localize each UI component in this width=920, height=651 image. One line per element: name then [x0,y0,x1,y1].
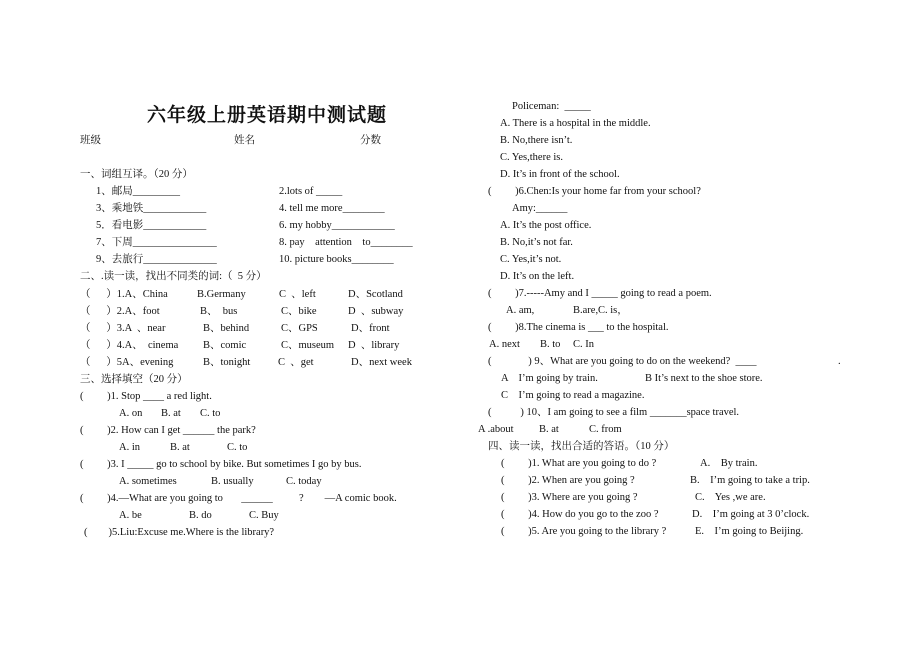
question-stem: （ ）4.A、 cinema [80,340,179,351]
vocab-item: 3、乘地铁____________ [96,203,207,214]
question-stem: ( )4. How do you go to the zoo ? [501,509,659,520]
option: A. on [119,408,143,419]
page-title: 六年级上册英语期中测试题 [147,105,388,126]
option: C. today [286,476,322,487]
option: C 、get [278,357,314,368]
dialogue-line: Amy:______ [512,203,568,214]
option: B. at [170,442,190,453]
option: D. It’s on the left. [500,271,575,282]
option: B、 bus [200,306,238,317]
vocab-item: 6. my hobby____________ [279,220,395,231]
option: C I’m going to read a magazine. [501,390,645,401]
option: C 、left [279,289,316,300]
question-stem: ( )5.Liu:Excuse me.Where is the library? [84,527,275,538]
option: C、museum [281,340,335,351]
option: A I’m going by train. [501,373,598,384]
vocab-item: 7、下周________________ [96,237,217,248]
option: A. sometimes [119,476,177,487]
section-heading: 二、.读一读，找出不同类的词:（ 5 分） [80,271,267,282]
option: B. at [161,408,181,419]
question-stem: ( )1. Stop ____ a red light. [80,391,212,402]
answer-option: C. Yes ,we are. [695,492,766,503]
section-heading: 四、读一读，找出合适的答语。（10 分） [488,441,675,452]
option: A. in [119,442,140,453]
option: D 、library [348,340,400,351]
option: C. Buy [249,510,279,521]
question-stem: ( )2. How can I get ______ the park? [80,425,256,436]
question-stem: （ ）2.A、foot [80,306,160,317]
vocab-item: 1、邮局_________ [96,186,180,197]
answer-option: D. I’m going at 3 0’clock. [692,509,810,520]
question-stem: ( )6.Chen:Is your home far from your school? [488,186,701,197]
option: B.Germany [197,289,246,300]
option: B. usually [211,476,254,487]
question-stem: ( )3. Where are you going ? [501,492,638,503]
question-stem: ( )7.-----Amy and I _____ going to read a poem. [488,288,712,299]
option: D 、subway [348,306,404,317]
option: C、GPS [281,323,318,334]
question-stem: ( )3. I _____ go to school by bike. But sometimes I go by bus. [80,459,362,470]
vocab-item: 10. picture books________ [279,254,394,265]
option: B、comic [203,340,247,351]
option: B It’s next to the shoe store. [645,373,763,384]
option: C. In [573,339,594,350]
question-stem: （ ）3.A 、near [80,323,166,334]
option: B、tonight [203,357,251,368]
question-stem: ( ) 9、What are you going to do on the weekend? ____ [488,356,757,367]
score-label: 分数 [360,135,381,146]
question-stem: （ ）5A、evening [80,357,174,368]
question-stem: （ ）1.A、China [80,289,168,300]
answer-option: B. I’m going to take a trip. [690,475,810,486]
name-label: 姓名 [234,135,255,146]
stray-mark: . [838,356,841,367]
option: A. am, [506,305,535,316]
class-label: 班级 [80,135,101,146]
option: D. It’s in front of the school. [500,169,620,180]
option: C. to [227,442,248,453]
answer-option: A. By train. [700,458,758,469]
option: A .about [478,424,514,435]
option: D、next week [351,357,412,368]
question-stem: ( )2. When are you going ? [501,475,635,486]
option: B. No,there isn’t. [500,135,573,146]
question-stem: ( ) 10、I am going to see a film _______space travel. [488,407,740,418]
option: A. There is a hospital in the middle. [500,118,651,129]
dialogue-line: Policeman: _____ [512,101,591,112]
section-heading: 三、选择填空（20 分） [80,374,188,385]
option: A. It’s the post office. [500,220,592,231]
vocab-item: 4. tell me more________ [279,203,385,214]
option: C、bike [281,306,317,317]
question-stem: ( )1. What are you going to do ? [501,458,657,469]
vocab-item: 2.lots of _____ [279,186,343,197]
option: D、front [351,323,390,334]
option: C. Yes,there is. [500,152,564,163]
option: C. to [200,408,221,419]
option: B. to [540,339,561,350]
option: D、Scotland [348,289,403,300]
option: C. Yes,it’s not. [500,254,562,265]
option: B. No,it’s not far. [500,237,573,248]
option: B、behind [203,323,250,334]
option: C. is， [598,305,628,316]
vocab-item: 9、去旅行______________ [96,254,217,265]
question-stem: ( )4.—What are you going to ______ ? —A comic book. [80,493,397,504]
option: A. be [119,510,142,521]
option: B. at [539,424,559,435]
option: A. next [489,339,520,350]
option: B. do [189,510,212,521]
question-stem: ( )8.The cinema is ___ to the hospital. [488,322,669,333]
section-heading: 一、词组互译。（20 分） [80,169,193,180]
answer-option: E. I’m going to Beijing. [695,526,804,537]
option: B.are, [573,305,599,316]
vocab-item: 8. pay attention to________ [279,237,413,248]
question-stem: ( )5. Are you going to the library ? [501,526,667,537]
option: C. from [589,424,622,435]
vocab-item: 5．看电影____________ [96,220,207,231]
